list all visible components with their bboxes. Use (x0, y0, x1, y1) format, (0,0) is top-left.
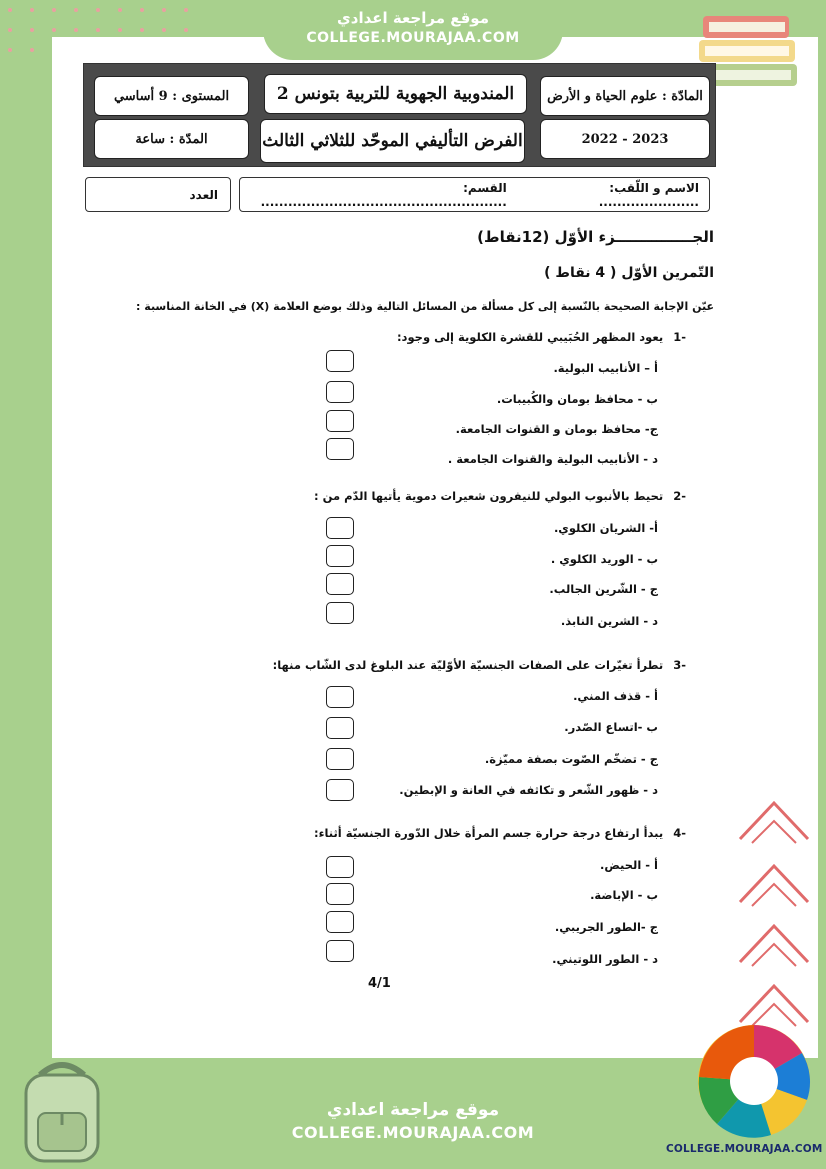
question-1 (397, 330, 686, 344)
chevron-up-icon (736, 978, 812, 1028)
question-text: يعود المظهر الحُبَيبي للقشرة الكلوية إلى وجود: (396, 330, 664, 344)
exam-title: الفرض التأليفي الموحّد للثلاثي الثالث (260, 119, 525, 163)
school-year: 2023 - 2022 (540, 119, 710, 159)
exercise-title: التّمرين الأوّل ( 4 نقاط ) (544, 265, 714, 281)
chevron-up-icon (736, 795, 812, 845)
student-identity-field[interactable] (239, 177, 710, 212)
answer-checkbox-3a[interactable] (326, 686, 354, 708)
answer-checkbox-2c[interactable] (326, 573, 354, 595)
site-banner-top[interactable] (263, 0, 563, 60)
site-url[interactable]: COLLEGE.MOURAJAA.COM (306, 30, 520, 46)
logo-caption: COLLEGE.MOURAJAA.COM (666, 1143, 823, 1155)
option-1a: أ – الأنابيب البولية. (553, 361, 658, 375)
option-4b: ب - الإباضة. (590, 888, 658, 902)
answer-checkbox-1c[interactable] (326, 410, 354, 432)
option-1b: ب - محافظ بومان والكُبيبات. (496, 392, 658, 406)
chevron-up-icon (736, 918, 812, 968)
answer-checkbox-4b[interactable] (326, 883, 354, 905)
option-4d: د - الطور اللوتيني. (552, 952, 658, 966)
option-3d: د - ظهور الشّعر و تكاثفه في العانة و الإبطين. (399, 783, 658, 797)
answer-checkbox-4c[interactable] (326, 911, 354, 933)
question-number: -1 (673, 330, 686, 344)
part-title: الجـــــــــــــــزء الأوّل (12نقاط) (477, 228, 714, 246)
grade-field[interactable] (85, 177, 231, 212)
name-label: الاسم و اللّقب: ...................... (598, 180, 699, 209)
answer-checkbox-3c[interactable] (326, 748, 354, 770)
exam-header (83, 63, 716, 167)
site-logo-icon (695, 1022, 813, 1140)
answer-checkbox-1a[interactable] (326, 350, 354, 372)
backpack-icon (12, 1055, 112, 1165)
question-3 (273, 658, 686, 672)
answer-checkbox-1b[interactable] (326, 381, 354, 403)
option-1d: د - الأنابيب البولية والقنوات الجامعة . (447, 452, 658, 466)
answer-checkbox-3d[interactable] (326, 779, 354, 801)
level-label: المستوى : 9 أساسي (94, 76, 249, 116)
option-4a: أ - الحيض. (599, 858, 658, 872)
option-2c: ج - الشّرين الجالب. (549, 582, 658, 596)
option-2d: د - الشرين النابذ. (560, 614, 658, 628)
answer-checkbox-4a[interactable] (326, 856, 354, 878)
site-banner-bottom[interactable] (263, 1080, 563, 1169)
answer-checkbox-2b[interactable] (326, 545, 354, 567)
question-number: -3 (673, 658, 686, 672)
question-2 (314, 489, 686, 503)
question-text: يبدأ ارتفاع درجة حرارة جسم المرأة خلال الدّورة الجنسيّة أثناء: (313, 826, 664, 840)
subject-label: المادّة : علوم الحياة و الأرض (540, 76, 710, 116)
answer-checkbox-1d[interactable] (326, 438, 354, 460)
question-number: -4 (673, 826, 686, 840)
question-text: تحيط بالأنبوب البولي للنيفرون شعيرات دموية يأتيها الدّم من : (314, 489, 664, 503)
answer-checkbox-2d[interactable] (326, 602, 354, 624)
page-number: 4/1 (368, 976, 391, 991)
duration-label: المدّة : ساعة (94, 119, 249, 159)
option-2a: أ- الشريان الكلوي. (553, 521, 658, 535)
option-1c: ج- محافظ بومان و القنوات الجامعة. (455, 422, 658, 436)
class-label: القسم: ...................................................... (260, 180, 507, 209)
option-2b: ب - الوريد الكلوي . (550, 552, 658, 566)
question-text: تطرأ تغيّرات على الصفات الجنسيّة الأوّليّة عند البلوغ لدى الشّاب منها: (272, 658, 664, 672)
question-4 (314, 826, 686, 840)
option-3c: ج - تضخّم الصّوت بصفة مميّزة. (484, 752, 658, 766)
option-3b: ب -اتساع الصّدر. (564, 720, 658, 734)
answer-checkbox-2a[interactable] (326, 517, 354, 539)
site-url[interactable]: COLLEGE.MOURAJAA.COM (291, 1123, 535, 1142)
option-4c: ج -الطور الجريبي. (554, 920, 658, 934)
option-3a: أ - قذف المني. (573, 689, 658, 703)
grade-label: العدد (189, 187, 218, 202)
answer-checkbox-4d[interactable] (326, 940, 354, 962)
site-name: موقع مراجعة اعدادي (337, 9, 489, 27)
answer-checkbox-3b[interactable] (326, 717, 354, 739)
authority-title: المندوبية الجهوية للتربية بتونس 2 (264, 74, 527, 114)
question-number: -2 (673, 489, 686, 503)
site-name: موقع مراجعة اعدادي (326, 1100, 500, 1120)
chevron-up-icon (736, 858, 812, 908)
exercise-instruction: عيّن الإجابة الصحيحة بالنّسبة إلى كل مسألة من المسائل التالية وذلك بوضع العلامة (X) في الخانة المناسبة : (136, 300, 714, 313)
